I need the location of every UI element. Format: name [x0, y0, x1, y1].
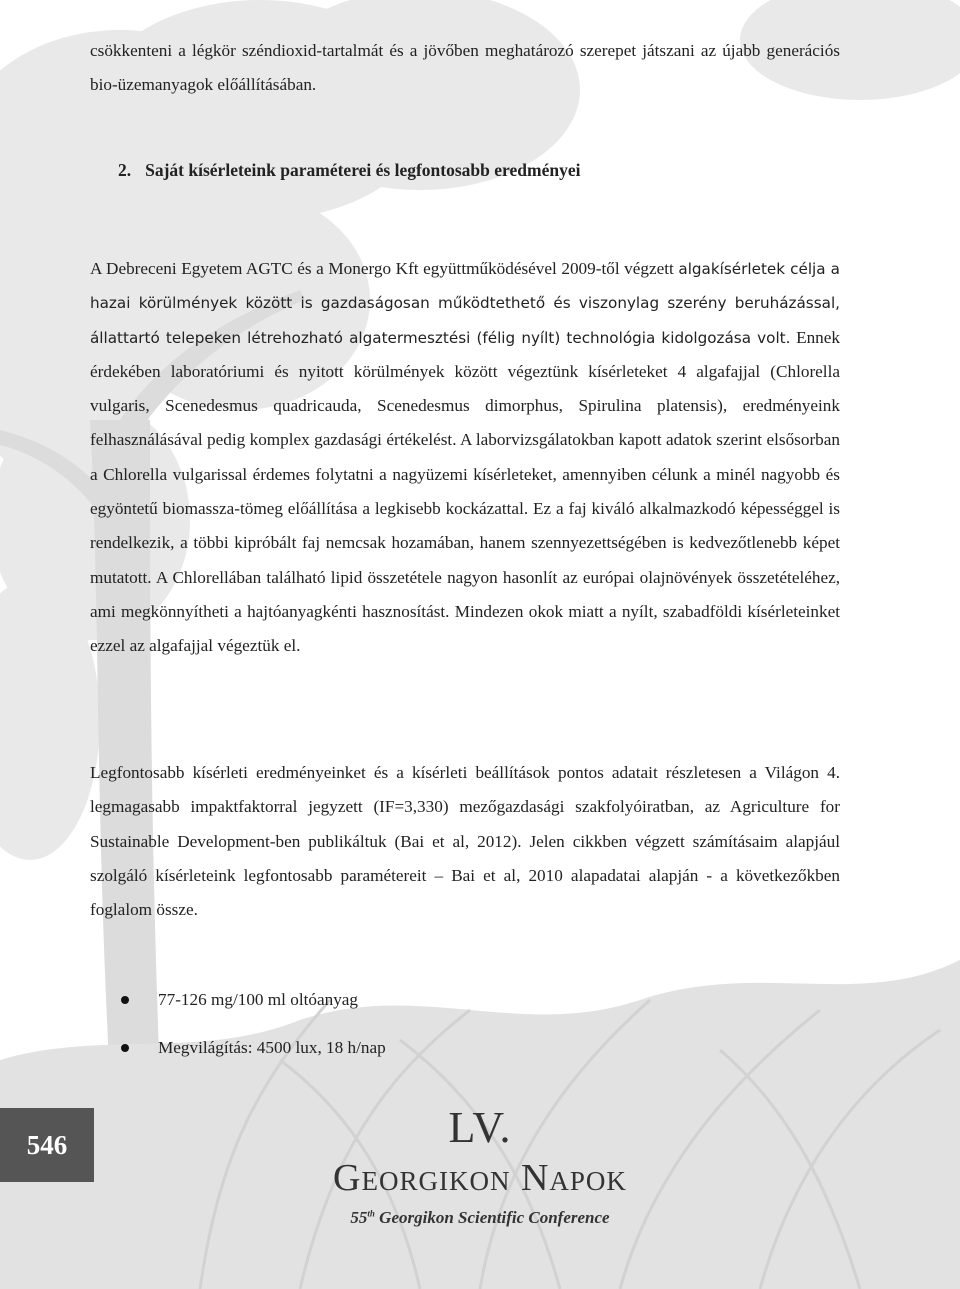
body-paragraph-1	[90, 252, 840, 664]
bullet-icon	[121, 996, 129, 1004]
list-item-text: 77-126 mg/100 ml oltóanyag	[158, 990, 359, 1009]
list-item	[118, 1036, 386, 1060]
body-paragraph-2: Legfontosabb kísérleti eredményeinket és a kísérleti beállítások pontos adatait részletesen a Világon 4. legmagasabb impaktfaktorral jegyzett (IF=3,330) mezőgazdasági szakfolyóiratban, az Agriculture for Sustainable Development-ben publikáltuk (Bai et al, 2012). Jelen cikkben végzett számításaim alapjául szolgáló kísérleteink legfontosabb paramétereit – Bai et al, 2010 alapadatai alapján - a következőkben foglalom össze.	[90, 763, 840, 920]
list-item-text: Megvilágítás: 4500 lux, 18 h/nap	[158, 1038, 386, 1057]
page-number: 546	[26, 1129, 68, 1160]
bullet-icon	[121, 1044, 129, 1052]
section-heading	[118, 160, 580, 181]
section-title: Saját kísérleteink paraméterei és legfontosabb eredményei	[145, 160, 581, 180]
paragraph-1-part-a: A Debreceni Egyetem AGTC és a Monergo Kft együttműködésével 2009-től végzett	[90, 259, 679, 278]
conference-subtitle	[0, 1208, 960, 1228]
section-number: 2.	[118, 160, 132, 180]
list-item	[118, 988, 386, 1012]
conference-name: Georgikon Napok	[333, 1157, 627, 1199]
paragraph-1-part-c: Ennek érdekében laboratóriumi és nyitott körülmények között végeztünk kísérleteket 4 algafajjal (Chlorella vulgaris, Scenedesmus quadricauda, Scenedesmus dimorphus, Spirulina platensis), eredményeink felhasználásával pedig komplex gazdasági értékelést. A laborvizsgálatokban kapott adatok szerint elsősorban a Chlorella vulgarissal érdemes folytatni a nagyüzemi kísérleteket, amennyiben célunk a minél nagyobb és egyöntetű biomassza-tömeg előállítása a legkisebb kockázattal. Ez a faj kiváló alkalmazkodó képességgel is rendelkezik, a többi kipróbált faj nemcsak hozamában, hanem szennyezettségében is kedvezőtlenebb képet mutatott. A Chlorellában található lipid összetétele nagyon hasonlít az európai olajnövények összetételéhez, ami megkönnyítheti a hajtóanyagkénti hasznosítást. Mindezen okok miatt a nyílt, szabadföldi kísérleteinket ezzel az algafajjal végeztük el.	[90, 327, 840, 656]
conference-roman-numeral: LV.	[448, 1103, 512, 1152]
conference-subtitle-ordinal: th	[367, 1208, 375, 1219]
intro-paragraph: csökkenteni a légkör széndioxid-tartalmát és a jövőben meghatározó szerepet játszani az újabb generációs bio-üzemanyagok előállításában.	[90, 41, 840, 95]
parameter-list	[118, 988, 386, 1084]
paragraph-1-part-b: algakísérletek célja a hazai körülmények között is gazdaságosan működtethető és viszonylag szerény beruházással, állattartó telepeken létrehozható algatermesztési (félig nyílt) technológia kidolgozása volt.	[90, 260, 840, 347]
conference-subtitle-text: Georgikon Scientific Conference	[374, 1208, 610, 1227]
conference-subtitle-number: 55	[350, 1208, 368, 1227]
